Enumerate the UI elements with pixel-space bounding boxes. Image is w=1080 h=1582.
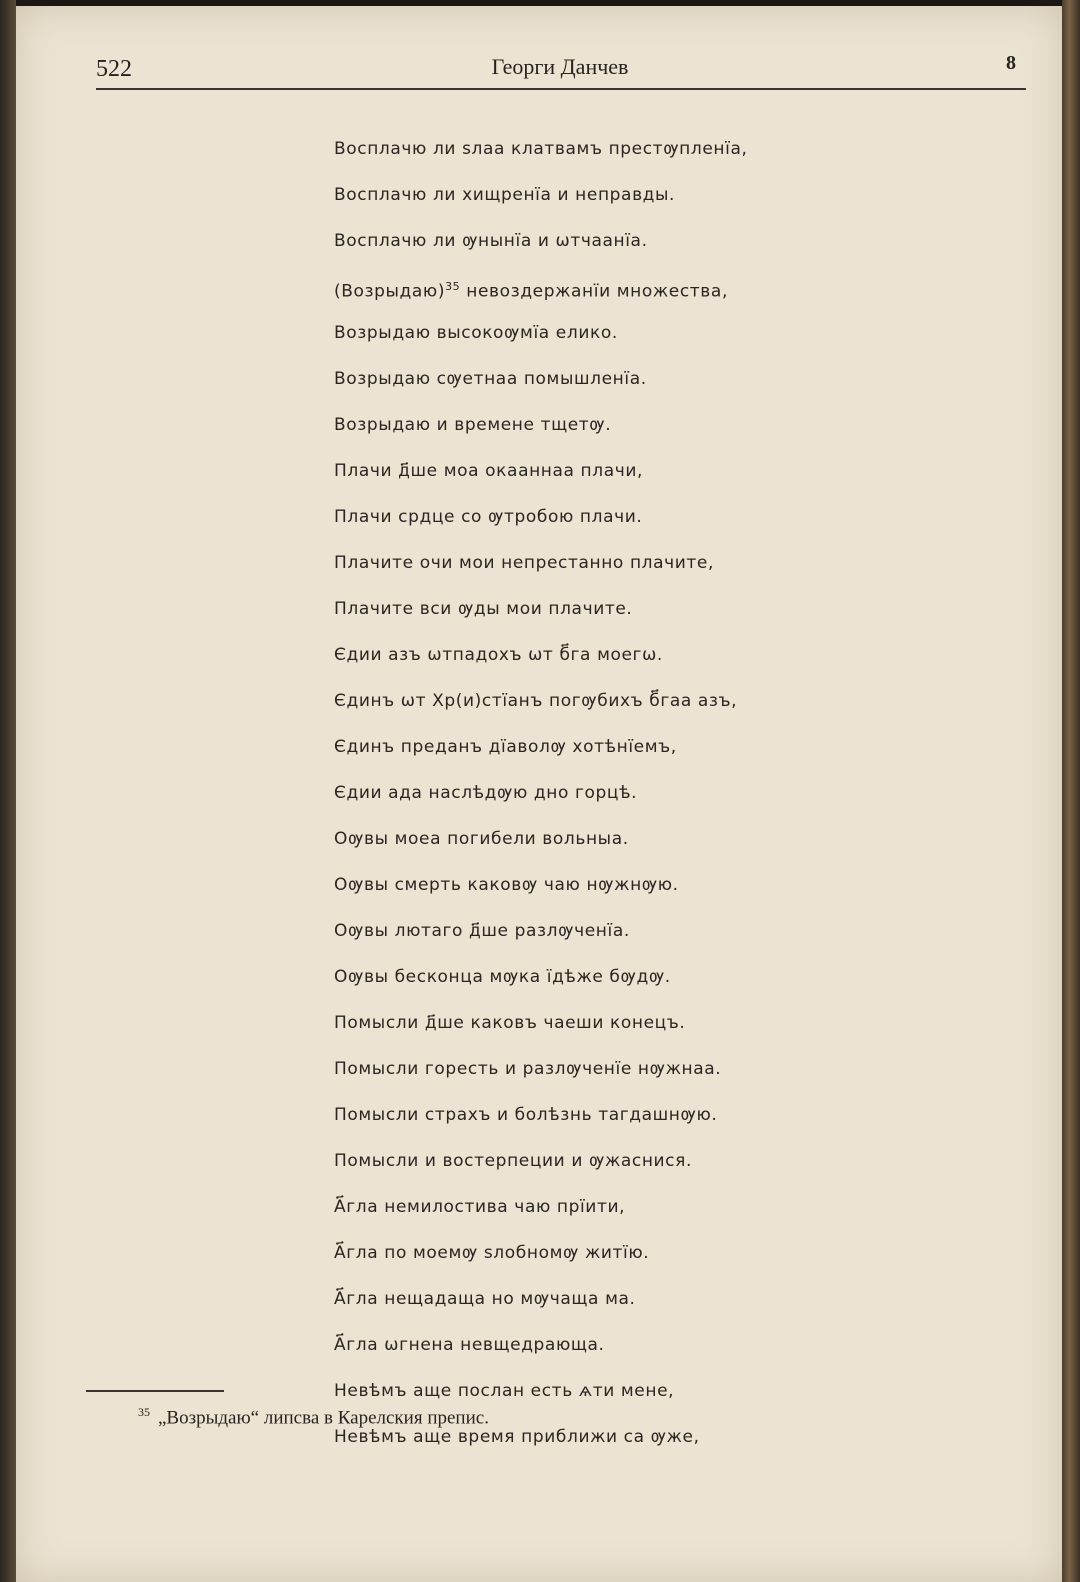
poem-line: Помысли страхъ и болѣзнь тагдашнѹю. xyxy=(334,1105,718,1125)
poem-line: Невѣмъ аще послан есть ѧти мене, xyxy=(334,1381,675,1401)
poem-line: Возрыдаю и времене тщетѹ. xyxy=(334,415,612,435)
poem-line: Оѹвы лютаго д҃ше разлѹченїа. xyxy=(334,921,630,941)
footnote-reference: 35 xyxy=(445,280,461,293)
poem-line: Возрыдаю сѹетнаа помышленїа. xyxy=(334,369,647,389)
poem-line-start: (Возрыдаю) xyxy=(334,281,446,302)
header-rule xyxy=(96,88,1026,90)
poem-line: А҃гла ѡгнена невщедрающа. xyxy=(334,1335,605,1355)
poem-line: Возрыдаю высокоѹмїа елико. xyxy=(334,323,618,343)
poem-line: Помысли и востерпеции и ѹжаснися. xyxy=(334,1151,692,1171)
left-scan-border xyxy=(0,0,16,1582)
footnote-rule xyxy=(86,1390,224,1392)
poem-line: Невѣмъ аще время приближи са ѹже, xyxy=(334,1427,700,1447)
footnote xyxy=(138,1405,489,1429)
poem-line: Єдинъ ѡт Хр(и)стїанъ погѹбихъ б҃гаа азъ, xyxy=(334,691,738,711)
corner-mark: 8 xyxy=(1006,52,1016,74)
poem-line: Оѹвы смерть каковѹ чаю нѹжнѹю. xyxy=(334,875,679,895)
poem-line: А҃гла по моемѹ ѕлобномѹ житїю. xyxy=(334,1243,650,1263)
poem-line: Помысли д҃ше каковъ чаеши конецъ. xyxy=(334,1013,686,1033)
book-spine-edge xyxy=(1062,0,1080,1582)
page-number: 522 xyxy=(96,56,132,82)
footnote-text: „Возрыдаю“ липсва в Карелския препис. xyxy=(158,1407,489,1429)
poem-line: Плачи д҃ше моа окааннаа плачи, xyxy=(334,461,644,481)
poem-line: Оѹвы моеа погибели вольныа. xyxy=(334,829,629,849)
poem-line: Єдинъ преданъ дїаволѹ хотѣнїемъ, xyxy=(334,737,677,757)
poem-line: Єдии ада наслѣдѹю дно горцѣ. xyxy=(334,783,638,803)
poem-line-end: невоздержанїи множества, xyxy=(460,281,728,302)
poem-line: Єдии азъ ѡтпадохъ ѡт б҃га моегѡ. xyxy=(334,645,663,665)
poem-line: Плачите очи мои непрестанно плачите, xyxy=(334,553,714,573)
poem-line: Плачи срдце со ѹтробою плачи. xyxy=(334,507,643,527)
poem-line: Восплачю ли ѕлаа клатвамъ престѹпленїа, xyxy=(334,139,748,159)
running-title: Георги Данчев xyxy=(491,54,629,79)
poem-line: А҃гла нещадаща но мѹчаща ма. xyxy=(334,1289,636,1309)
poem-line: Плачите вси ѹды мои плачите. xyxy=(334,599,633,619)
poem-line-with-footnote xyxy=(334,264,894,310)
footnote-number: 35 xyxy=(138,1405,150,1419)
poem-line: А҃гла немилостива чаю прїити, xyxy=(334,1197,626,1217)
poem-text xyxy=(334,126,894,1460)
poem-line: Восплачю ли ѹнынїа и ѡтчаанїа. xyxy=(334,231,648,251)
poem-line: Восплачю ли хищренїа и неправды. xyxy=(334,185,676,205)
poem-line: Помысли горесть и разлѹченїе нѹжнаа. xyxy=(334,1059,722,1079)
poem-line: Оѹвы бесконца мѹка їдѣже бѹдѹ. xyxy=(334,967,671,987)
